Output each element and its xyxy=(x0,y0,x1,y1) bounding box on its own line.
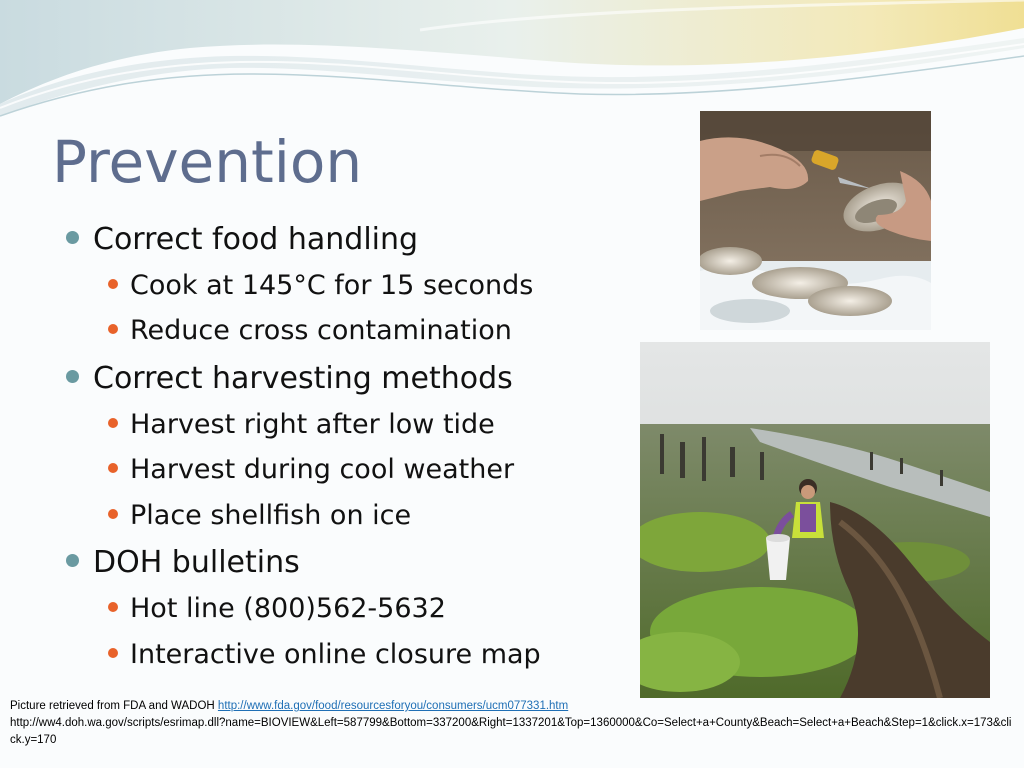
caption-prefix: Picture retrieved from FDA and WADOH xyxy=(10,700,218,712)
bullet-dot-icon xyxy=(66,231,79,244)
bullet-dot-icon xyxy=(66,370,79,383)
sub-bullet-cook-temperature: Cook at 145°C for 15 seconds xyxy=(108,270,533,301)
bullet-dot-icon xyxy=(108,279,118,289)
sub-bullet-ice: Place shellfish on ice xyxy=(108,500,411,531)
bullet-harvesting-methods: Correct harvesting methods xyxy=(66,361,513,396)
bullet-dot-icon xyxy=(108,648,118,658)
bullet-food-handling: Correct food handling xyxy=(66,222,418,257)
bullet-dot-icon xyxy=(108,463,118,473)
slide-title: Prevention xyxy=(52,128,363,196)
bullet-dot-icon xyxy=(108,418,118,428)
bullet-doh-bulletins: DOH bulletins xyxy=(66,545,300,580)
bullet-dot-icon xyxy=(66,554,79,567)
sub-bullet-closure-map: Interactive online closure map xyxy=(108,639,541,670)
shellfish-harvesting-photo xyxy=(640,342,990,698)
sub-bullet-cool-weather: Harvest during cool weather xyxy=(108,454,514,485)
sub-bullet-hot-line: Hot line (800)562-5632 xyxy=(108,593,446,624)
sub-bullet-low-tide: Harvest right after low tide xyxy=(108,409,495,440)
fda-source-link[interactable]: http://www.fda.gov/food/resourcesforyou/consumers/ucm077331.htm xyxy=(217,700,569,712)
bullet-dot-icon xyxy=(108,602,118,612)
sub-bullet-cross-contamination: Reduce cross contamination xyxy=(108,315,512,346)
image-credit-caption xyxy=(10,698,1014,749)
bullet-dot-icon xyxy=(108,509,118,519)
bullet-dot-icon xyxy=(108,324,118,334)
oyster-shucking-photo xyxy=(700,111,931,330)
doh-source-url: http://ww4.doh.wa.gov/scripts/esrimap.dll?name=BIOVIEW&Left=587799&Bottom=337200&Right=1337201&Top=1360000&Co=Select+a+County&Beach=Select+a+Beach&Step=1&click.x=173&click.y=170 xyxy=(10,717,1012,746)
